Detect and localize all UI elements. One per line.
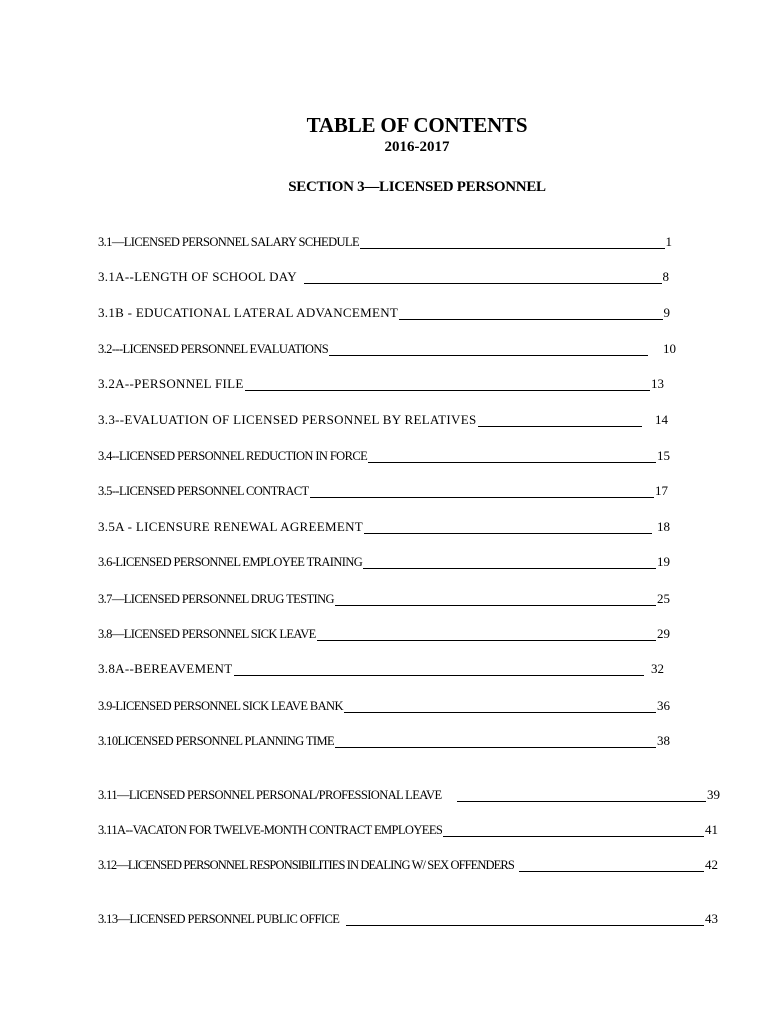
toc-entry — [98, 821, 718, 839]
toc-leader — [329, 341, 648, 356]
toc-entry — [98, 697, 670, 715]
toc-entry-page: 13 — [651, 376, 664, 391]
toc-entry-label: 3.1—LICENSED PERSONNEL SALARY SCHEDULE — [98, 235, 360, 249]
toc-leader — [304, 269, 662, 284]
toc-entry-label: 3.3--EVALUATION OF LICENSED PERSONNEL BY RELATIVES — [98, 412, 477, 427]
toc-entry-page: 39 — [707, 787, 720, 802]
toc-leader — [478, 412, 642, 427]
toc-leader — [335, 733, 656, 748]
toc-entry-page: 18 — [657, 519, 670, 534]
toc-leader — [457, 787, 706, 802]
toc-entry-label: 3.8A--BEREAVEMENT — [98, 661, 233, 676]
toc-leader — [368, 448, 656, 463]
toc-leader — [399, 305, 662, 320]
toc-entry — [98, 482, 668, 500]
toc-entry — [98, 732, 670, 750]
page-title: TABLE OF CONTENTS — [306, 113, 528, 137]
toc-entry-page: 32 — [651, 661, 664, 676]
toc-entry-label: 3.1B - EDUCATIONAL LATERAL ADVANCEMENT — [98, 305, 399, 320]
toc-entry-label: 3.2A--PERSONNEL FILE — [98, 376, 244, 391]
toc-entry-label: 3.5A - LICENSURE RENEWAL AGREEMENT — [98, 519, 364, 534]
toc-entry-label: 3.6-LICENSED PERSONNEL EMPLOYEE TRAINING — [98, 555, 363, 569]
toc-entry — [98, 856, 718, 874]
toc-entry-page: 15 — [657, 448, 670, 463]
toc-entry-label: 3.9-LICENSED PERSONNEL SICK LEAVE BANK — [98, 699, 343, 713]
toc-entry-page: 43 — [705, 911, 718, 926]
toc-entry-label: 3.11—LICENSED PERSONNEL PERSONAL/PROFESSIONAL LEAVE — [98, 788, 442, 802]
toc-leader — [519, 857, 704, 872]
toc-entry-page: 41 — [705, 822, 718, 837]
toc-entry — [98, 268, 669, 286]
toc-entry-page: 9 — [663, 305, 670, 320]
toc-entry — [98, 910, 718, 928]
toc-entry-page: 1 — [665, 234, 672, 249]
toc-leader — [346, 911, 704, 926]
toc-entry-page: 10 — [663, 341, 676, 356]
toc-leader — [245, 376, 650, 391]
toc-entry — [98, 304, 670, 322]
toc-entry-page: 19 — [657, 554, 670, 569]
toc-entry — [98, 411, 668, 429]
toc-entry-label: 3.10LICENSED PERSONNEL PLANNING TIME — [98, 734, 335, 748]
toc-leader — [363, 554, 656, 569]
toc-entry-label: 3.4--LICENSED PERSONNEL REDUCTION IN FORCE — [98, 449, 368, 463]
toc-entry-page: 8 — [662, 269, 669, 284]
toc-entry-page: 42 — [705, 857, 718, 872]
toc-entry — [98, 375, 664, 393]
toc-entry — [98, 553, 670, 571]
toc-entry — [98, 660, 664, 678]
toc-entry-page: 25 — [657, 591, 670, 606]
toc-entry-label: 3.2---LICENSED PERSONNEL EVALUATIONS — [98, 342, 329, 356]
toc-entry-label: 3.13—LICENSED PERSONNEL PUBLIC OFFICE — [98, 912, 340, 926]
school-year: 2016-2017 — [384, 139, 450, 155]
section-heading: SECTION 3—LICENSED PERSONNEL — [288, 179, 546, 195]
toc-leader — [360, 234, 664, 249]
toc-entry-page: 29 — [657, 626, 670, 641]
toc-entry-label: 3.5--LICENSED PERSONNEL CONTRACT — [98, 484, 309, 498]
toc-leader — [443, 822, 704, 837]
toc-entry — [98, 518, 670, 536]
toc-entry-label: 3.1A--LENGTH OF SCHOOL DAY — [98, 269, 297, 284]
toc-leader — [317, 626, 656, 641]
toc-entry-label: 3.7—LICENSED PERSONNEL DRUG TESTING — [98, 592, 334, 606]
toc-entry-label: 3.12—LICENSED PERSONNEL RESPONSIBILITIES IN DEALING W/ SEX OFFENDERS — [98, 858, 514, 872]
toc-leader — [310, 483, 654, 498]
toc-entry-label: 3.11A--VACATON FOR TWELVE-MONTH CONTRACT EMPLOYEES — [98, 823, 443, 837]
toc-entry-page: 17 — [655, 483, 668, 498]
toc-entry — [98, 625, 670, 643]
toc-leader — [234, 661, 645, 676]
toc-leader — [344, 698, 656, 713]
toc-entry — [98, 447, 670, 465]
toc-leader — [335, 591, 656, 606]
toc-entry-page: 38 — [657, 733, 670, 748]
toc-entry-page: 36 — [657, 698, 670, 713]
toc-leader — [364, 519, 652, 534]
toc-entry-label: 3.8—LICENSED PERSONNEL SICK LEAVE — [98, 627, 316, 641]
toc-entry-page: 14 — [655, 412, 668, 427]
toc-entry — [98, 340, 676, 358]
toc-entry — [98, 590, 670, 608]
toc-entry — [98, 786, 720, 804]
toc-entry — [98, 233, 672, 251]
